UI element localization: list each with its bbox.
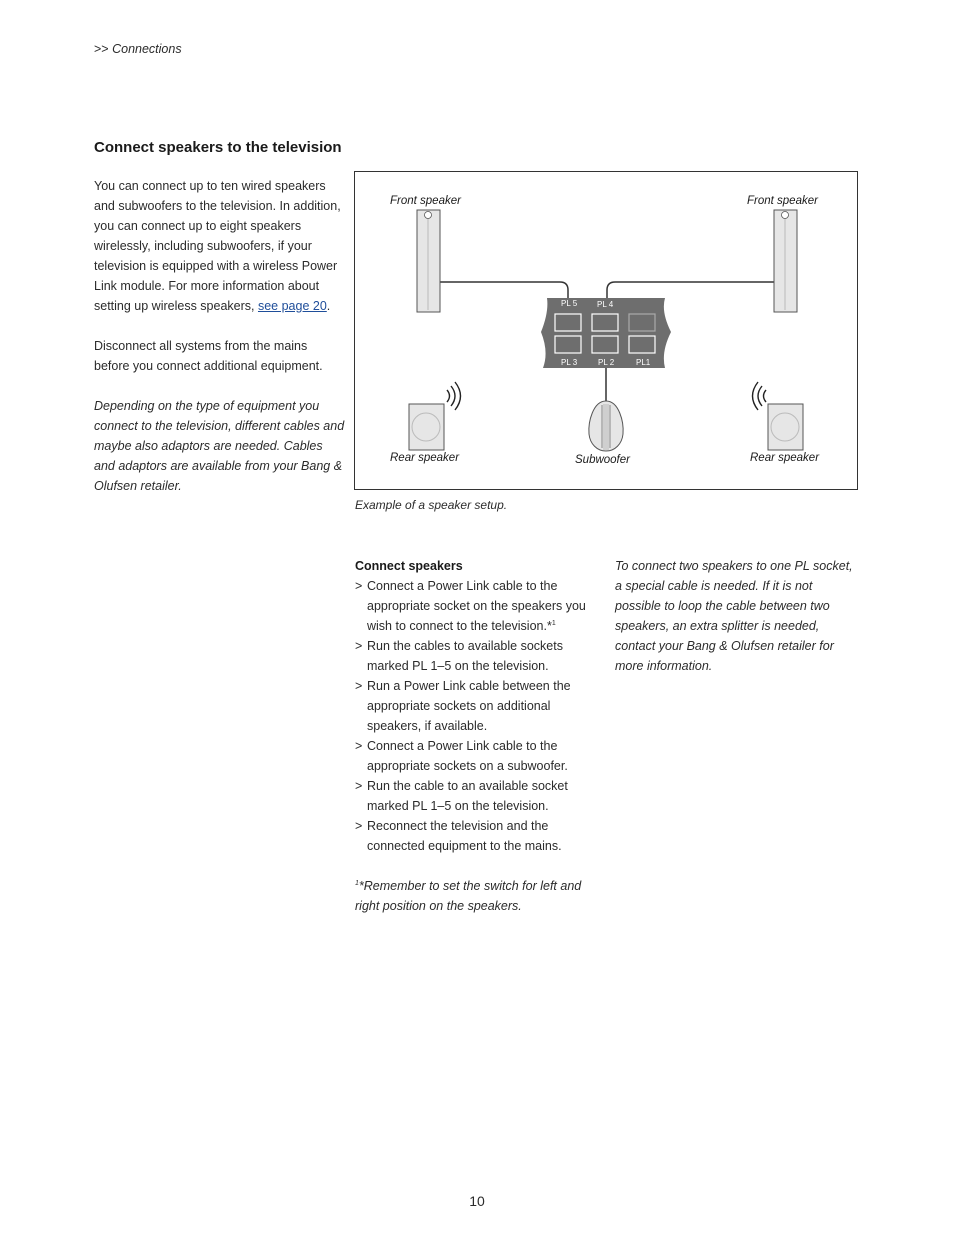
bullet-marker: > [355,819,363,833]
list-item [355,776,605,816]
bullet-marker: > [355,739,363,753]
front-left-speaker-icon [417,210,440,312]
see-page-20-link[interactable]: see page 20 [257,299,327,313]
breadcrumb-arrows: >> [94,42,109,56]
instruction-list [355,576,605,856]
rear-right-label: Rear speaker [750,452,820,464]
step-text: Run a Power Link cable between the appropriate sockets on additional speakers, if available. [367,679,571,733]
list-item [355,676,605,736]
breadcrumb [94,42,182,56]
step-text: Run the cable to an available socket marked PL 1–5 on the television. [367,779,568,813]
side-note: To connect two speakers to one PL socket, a special cable is needed. If it is not possible to loop the cable between two speakers, an extra splitter is needed, contact your Bang & Olufsen retailer for more information. [615,559,853,673]
step-text: Reconnect the television and the connected equipment to the mains. [367,819,562,853]
subwoofer-label: Subwoofer [575,454,630,466]
front-right-cable [607,282,774,300]
pl2-label: PL 2 [598,358,615,367]
subwoofer-icon [589,401,623,451]
bullet-marker: > [355,639,363,653]
pl5-label: PL 5 [561,299,578,308]
front-left-label: Front speaker [390,195,461,207]
footnote-text: *Remember to set the switch for left and right position on the speakers. [355,879,582,913]
instructions-heading: Connect speakers [355,559,463,573]
step-text: Connect a Power Link cable to the appropriate sockets on a subwoofer. [367,739,568,773]
page-title: Connect speakers to the television [94,139,342,156]
wireless-signal-icon [447,382,461,410]
wireless-signal-icon [753,382,767,410]
disconnect-warning: Disconnect all systems from the mains before you connect additional equipment. [94,339,323,373]
intro-paragraph-1 [94,176,346,316]
list-item [355,736,605,776]
instructions-column [355,556,605,916]
bullet-marker: > [355,679,363,693]
footnote [355,876,605,916]
page-number: 10 [469,1193,485,1209]
footnote-marker: 1 [355,879,359,887]
step-text: Connect a Power Link cable to the appropriate socket on the speakers you wish to connect to the television.* [367,579,586,633]
rear-left-speaker-icon [409,404,444,450]
figure-caption: Example of a speaker setup. [355,498,508,512]
step-text: Run the cables to available sockets marked PL 1–5 on the television. [367,639,563,673]
power-link-socket-panel [541,298,671,368]
intro-text: You can connect up to ten wired speakers and subwoofers to the television. In addition, you can connect up to eight speakers wirelessly, including subwoofers, if your television is equipped with a wireless Power Link module. For more information about setting up wireless speakers, [94,179,341,313]
list-item [355,816,605,856]
rear-left-label: Rear speaker [390,452,460,464]
pl4-label: PL 4 [597,300,614,309]
list-item [355,576,605,636]
pl1-label: PL1 [636,358,651,367]
speaker-diagram-graphic [355,172,859,491]
footnote-marker: 1 [551,619,556,627]
intro-period: . [326,299,331,313]
front-right-speaker-icon [774,210,797,312]
pl3-label: PL 3 [561,358,578,367]
breadcrumb-section[interactable]: Connections [112,42,182,56]
bullet-marker: > [355,579,363,593]
speaker-setup-diagram [354,171,858,490]
front-right-label: Front speaker [747,195,818,207]
list-item [355,636,605,676]
intro-column [94,176,346,516]
rear-right-speaker-icon [768,404,803,450]
equipment-note: Depending on the type of equipment you connect to the television, different cables and maybe also adaptors are needed. Cables and adaptors are available from your Bang & Olufsen retailer. [94,399,345,493]
bullet-marker: > [355,779,363,793]
front-left-cable [440,282,568,300]
